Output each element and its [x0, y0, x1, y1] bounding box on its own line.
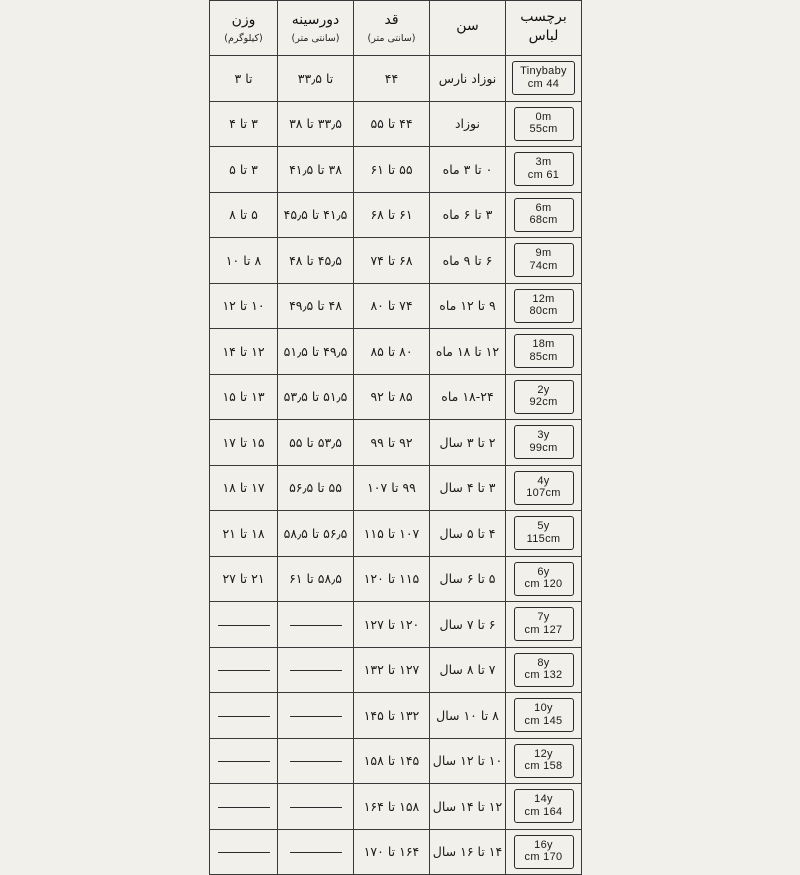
size-label-line1: 12y: [534, 747, 553, 760]
weight-cell-value: تا ۳: [234, 70, 253, 86]
size-label-cell: [506, 829, 582, 875]
column-header-weight: وزن (کیلوگرم): [210, 1, 278, 56]
size-label-cell: [506, 784, 582, 830]
height-cell-value: ۴۴: [384, 70, 399, 86]
chest-cell: [278, 829, 354, 875]
age-cell: [430, 374, 506, 420]
size-label-line2: 44 cm: [527, 77, 560, 90]
age-cell-value: ۴ تا ۵ سال: [439, 525, 496, 541]
height-cell-value: ۶۸ تا ۷۴: [370, 252, 413, 268]
chest-cell-value: ۵۶٫۵ تا ۵۸٫۵: [283, 525, 348, 541]
size-label-line1: 18m: [532, 338, 555, 351]
height-cell-value: ۱۵۸ تا ۱۶۴: [363, 798, 420, 814]
size-label-tag: [514, 380, 574, 414]
height-cell-value: ۶۱ تا ۶۸: [370, 207, 413, 223]
column-header-age: سن: [430, 1, 506, 56]
weight-cell-value: ۱۰ تا ۱۲: [222, 298, 265, 314]
chest-cell: [278, 784, 354, 830]
weight-cell-value: ۵ تا ۸: [229, 207, 258, 223]
size-label-tag: [514, 152, 574, 186]
size-label-line1: 10y: [534, 702, 553, 715]
height-cell: [354, 374, 430, 420]
table-row: [210, 511, 582, 557]
height-cell: [354, 511, 430, 557]
chest-cell: [278, 738, 354, 784]
chest-cell: [278, 238, 354, 284]
size-label-tag: [514, 289, 574, 323]
table-row: [210, 784, 582, 830]
table-row: [210, 56, 582, 102]
weight-cell: [210, 329, 278, 375]
height-cell: [354, 329, 430, 375]
height-cell: [354, 465, 430, 511]
table-row: [210, 147, 582, 193]
height-cell-value: ۱۲۷ تا ۱۳۲: [363, 662, 420, 678]
size-label-tag: [514, 562, 574, 596]
empty-dash: [218, 625, 270, 626]
size-label-line1: 4y: [537, 474, 550, 487]
age-cell-value: ۵ تا ۶ سال: [439, 571, 496, 587]
age-cell: [430, 647, 506, 693]
weight-cell-value: ۱۸ تا ۲۱: [222, 525, 265, 541]
size-label-line2: 145 cm: [524, 714, 563, 727]
weight-cell-value: ۸ تا ۱۰: [225, 252, 262, 268]
table-row: [210, 647, 582, 693]
table-row: [210, 829, 582, 875]
height-cell: [354, 56, 430, 102]
size-label-line2: 68cm: [529, 214, 558, 227]
column-header-chest: دورسینه (سانتی متر): [278, 1, 354, 56]
table-row: [210, 556, 582, 602]
weight-cell: [210, 829, 278, 875]
weight-cell: [210, 511, 278, 557]
size-label-tag: [514, 607, 574, 641]
size-label-line1: 16y: [534, 838, 553, 851]
height-cell-value: ۸۰ تا ۸۵: [370, 343, 413, 359]
age-cell: [430, 192, 506, 238]
weight-cell: [210, 56, 278, 102]
size-label-line2: 132 cm: [524, 669, 563, 682]
size-label-line1: 9m: [535, 247, 552, 260]
size-label-line2: 107cm: [526, 487, 561, 500]
chest-cell: [278, 374, 354, 420]
age-cell-value: ۹ تا ۱۲ ماه: [439, 298, 496, 314]
height-cell: [354, 647, 430, 693]
size-label-line2: 99cm: [529, 441, 558, 454]
empty-dash: [218, 852, 270, 853]
size-label-line1: 6m: [535, 201, 552, 214]
size-label-line1: 3y: [537, 429, 550, 442]
weight-cell-value: ۱۷ تا ۱۸: [222, 480, 265, 496]
age-cell-value: ۱۲ تا ۱۴ سال: [432, 798, 503, 814]
column-header-label: برچسب لباس: [506, 1, 582, 56]
size-label-cell: [506, 693, 582, 739]
empty-dash: [290, 852, 342, 853]
size-label-tag: [514, 653, 574, 687]
size-label-line1: 2y: [537, 383, 550, 396]
height-cell: [354, 784, 430, 830]
weight-cell: [210, 556, 278, 602]
table-row: [210, 420, 582, 466]
empty-dash: [290, 761, 342, 762]
height-cell: [354, 420, 430, 466]
empty-dash: [218, 761, 270, 762]
height-cell-value: ۱۱۵ تا ۱۲۰: [363, 571, 420, 587]
age-cell: [430, 465, 506, 511]
age-cell: [430, 101, 506, 147]
weight-cell: [210, 738, 278, 784]
size-label-line2: 170 cm: [524, 851, 563, 864]
chest-cell: [278, 101, 354, 147]
size-label-cell: [506, 101, 582, 147]
age-cell: [430, 329, 506, 375]
age-cell-value: ۷ تا ۸ سال: [439, 662, 496, 678]
table-row: [210, 192, 582, 238]
table-row: [210, 374, 582, 420]
size-label-cell: [506, 192, 582, 238]
size-label-cell: [506, 602, 582, 648]
size-label-tag: [514, 698, 574, 732]
weight-cell-value: ۳ تا ۵: [229, 161, 258, 177]
chest-cell: [278, 465, 354, 511]
height-cell: [354, 556, 430, 602]
age-cell: [430, 829, 506, 875]
size-label-line1: 3m: [535, 156, 552, 169]
age-cell-value: ۱۴ تا ۱۶ سال: [432, 844, 503, 860]
age-cell-value: نوزاد: [454, 116, 480, 132]
height-cell-value: ۸۵ تا ۹۲: [370, 389, 413, 405]
chest-cell-value: ۳۸ تا ۴۱٫۵: [289, 161, 342, 177]
size-label-line1: Tinybaby: [520, 65, 567, 78]
chest-cell: [278, 147, 354, 193]
height-cell-value: ۷۴ تا ۸۰: [370, 298, 413, 314]
weight-cell-value: ۱۵ تا ۱۷: [222, 434, 265, 450]
weight-cell: [210, 647, 278, 693]
size-label-cell: [506, 420, 582, 466]
age-cell-value: ۱۲ تا ۱۸ ماه: [435, 343, 500, 359]
empty-dash: [290, 716, 342, 717]
chest-cell: [278, 329, 354, 375]
age-cell: [430, 784, 506, 830]
table-row: [210, 238, 582, 284]
size-label-line1: 0m: [535, 110, 552, 123]
column-header-height: قد (سانتی متر): [354, 1, 430, 56]
age-cell-value: ۸ تا ۱۰ سال: [436, 707, 499, 723]
weight-cell-value: ۲۱ تا ۲۷: [222, 571, 265, 587]
size-label-line1: 6y: [537, 565, 550, 578]
size-label-tag: [514, 334, 574, 368]
chest-cell: [278, 420, 354, 466]
height-cell-value: ۵۵ تا ۶۱: [370, 161, 413, 177]
size-label-line1: 7y: [537, 611, 550, 624]
height-cell-value: ۹۹ تا ۱۰۷: [367, 480, 416, 496]
height-cell: [354, 192, 430, 238]
age-cell-value: ۶ تا ۷ سال: [439, 616, 496, 632]
table-row: [210, 602, 582, 648]
size-label-cell: [506, 238, 582, 284]
age-cell: [430, 238, 506, 284]
age-cell: [430, 738, 506, 784]
chest-cell: [278, 283, 354, 329]
size-label-tag: [514, 516, 574, 550]
height-cell-value: ۱۲۰ تا ۱۲۷: [363, 616, 420, 632]
size-label-tag: [514, 835, 574, 869]
age-cell: [430, 511, 506, 557]
empty-dash: [290, 625, 342, 626]
table-row: [210, 465, 582, 511]
size-label-line2: 164 cm: [524, 805, 563, 818]
table-header-row: [210, 1, 582, 56]
empty-dash: [218, 670, 270, 671]
size-label-tag: [512, 61, 575, 95]
size-label-tag: [514, 789, 574, 823]
size-label-cell: [506, 647, 582, 693]
height-cell: [354, 101, 430, 147]
size-label-line2: 158 cm: [524, 760, 563, 773]
size-label-tag: [514, 243, 574, 277]
empty-dash: [290, 807, 342, 808]
size-label-line2: 115cm: [526, 532, 561, 545]
size-label-line2: 127 cm: [524, 623, 563, 636]
chest-cell-value: تا ۳۳٫۵: [297, 70, 334, 86]
chest-cell-value: ۵۳٫۵ تا ۵۵: [289, 434, 342, 450]
table-row: [210, 101, 582, 147]
chest-cell: [278, 511, 354, 557]
chest-cell-value: ۴۸ تا ۴۹٫۵: [289, 298, 342, 314]
size-label-line2: 80cm: [529, 305, 558, 318]
height-cell-value: ۹۲ تا ۹۹: [370, 434, 413, 450]
height-cell: [354, 147, 430, 193]
chest-cell-value: ۵۸٫۵ تا ۶۱: [289, 571, 342, 587]
size-chart-table: [209, 0, 582, 875]
weight-cell: [210, 374, 278, 420]
age-cell-value: ۲ تا ۳ سال: [439, 434, 496, 450]
height-cell: [354, 829, 430, 875]
table-row: [210, 693, 582, 739]
table-row: [210, 738, 582, 784]
age-cell: [430, 147, 506, 193]
size-label-line2: 92cm: [529, 396, 558, 409]
age-cell: [430, 556, 506, 602]
height-cell-value: ۱۰۷ تا ۱۱۵: [363, 525, 420, 541]
table-row: [210, 283, 582, 329]
size-label-line2: 61 cm: [527, 168, 560, 181]
weight-cell: [210, 465, 278, 511]
chest-cell: [278, 56, 354, 102]
height-cell-value: ۱۶۴ تا ۱۷۰: [363, 844, 420, 860]
weight-cell: [210, 693, 278, 739]
weight-cell: [210, 192, 278, 238]
weight-cell: [210, 283, 278, 329]
size-label-tag: [514, 107, 574, 141]
empty-dash: [218, 716, 270, 717]
height-cell-value: ۱۴۵ تا ۱۵۸: [363, 753, 420, 769]
age-cell-value: ۳ تا ۶ ماه: [442, 207, 493, 223]
weight-cell-value: ۱۳ تا ۱۵: [222, 389, 265, 405]
size-label-cell: [506, 374, 582, 420]
size-label-line1: 8y: [537, 656, 550, 669]
chest-cell: [278, 693, 354, 739]
size-label-line1: 14y: [534, 793, 553, 806]
height-cell-value: ۴۴ تا ۵۵: [370, 116, 413, 132]
weight-cell-value: ۱۲ تا ۱۴: [222, 343, 265, 359]
size-label-cell: [506, 738, 582, 784]
weight-cell: [210, 602, 278, 648]
chest-cell-value: ۴۹٫۵ تا ۵۱٫۵: [283, 343, 348, 359]
size-label-cell: [506, 329, 582, 375]
age-cell: [430, 693, 506, 739]
height-cell: [354, 283, 430, 329]
age-cell: [430, 283, 506, 329]
size-label-tag: [514, 198, 574, 232]
chest-cell: [278, 647, 354, 693]
size-label-cell: [506, 283, 582, 329]
height-cell: [354, 238, 430, 284]
weight-cell: [210, 147, 278, 193]
empty-dash: [290, 670, 342, 671]
weight-cell: [210, 784, 278, 830]
chest-cell-value: ۴۱٫۵ تا ۴۵٫۵: [283, 207, 348, 223]
chest-cell-value: ۵۱٫۵ تا ۵۳٫۵: [283, 389, 348, 405]
empty-dash: [218, 807, 270, 808]
height-cell: [354, 693, 430, 739]
chest-cell: [278, 192, 354, 238]
size-label-line2: 74cm: [529, 259, 558, 272]
size-label-line1: 12m: [532, 292, 555, 305]
size-label-line2: 120 cm: [524, 578, 563, 591]
size-label-cell: [506, 465, 582, 511]
height-cell-value: ۱۳۲ تا ۱۴۵: [363, 707, 420, 723]
weight-cell: [210, 238, 278, 284]
height-cell: [354, 738, 430, 784]
size-label-tag: [514, 425, 574, 459]
size-label-cell: [506, 147, 582, 193]
size-label-line2: 85cm: [529, 350, 558, 363]
age-cell-value: نوزاد نارس: [438, 70, 497, 86]
chest-cell: [278, 556, 354, 602]
chest-cell-value: ۴۵٫۵ تا ۴۸: [289, 252, 342, 268]
age-cell-value: ۱۸-۲۴ ماه: [441, 389, 494, 405]
table-header: [210, 1, 582, 56]
chest-cell-value: ۵۵ تا ۵۶٫۵: [289, 480, 342, 496]
size-label-cell: [506, 511, 582, 557]
age-cell-value: ۱۰ تا ۱۲ سال: [432, 753, 503, 769]
weight-cell-value: ۳ تا ۴: [229, 116, 258, 132]
size-label-line2: 55cm: [529, 123, 558, 136]
size-label-line1: 5y: [537, 520, 550, 533]
size-label-cell: [506, 556, 582, 602]
age-cell: [430, 602, 506, 648]
age-cell-value: ۰ تا ۳ ماه: [442, 161, 493, 177]
chest-cell: [278, 602, 354, 648]
age-cell-value: ۳ تا ۴ سال: [439, 480, 496, 496]
size-label-tag: [514, 744, 574, 778]
weight-cell: [210, 420, 278, 466]
age-cell-value: ۶ تا ۹ ماه: [442, 252, 493, 268]
chest-cell-value: ۳۳٫۵ تا ۳۸: [289, 116, 342, 132]
weight-cell: [210, 101, 278, 147]
age-cell: [430, 56, 506, 102]
table-row: [210, 329, 582, 375]
age-cell: [430, 420, 506, 466]
height-cell: [354, 602, 430, 648]
table-body: [210, 56, 582, 875]
size-label-cell: [506, 56, 582, 102]
size-label-tag: [514, 471, 574, 505]
